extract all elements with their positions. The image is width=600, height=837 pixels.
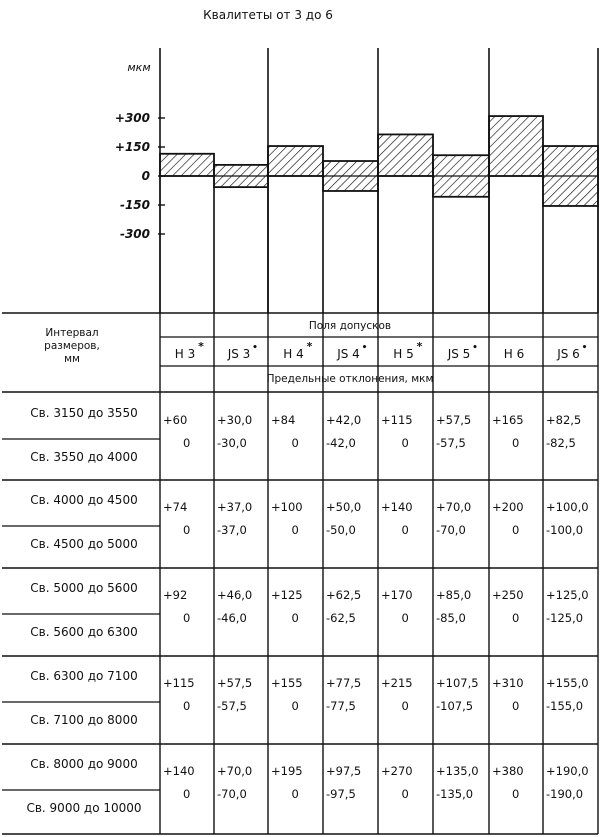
interval-header-line: Интервал [45,327,99,339]
column-header-1 [175,340,204,361]
upper-deviation: +190,0 [546,764,589,778]
lower-deviation: 0 [512,611,520,625]
lower-deviation: 0 [183,611,191,625]
upper-deviation: +82,5 [546,413,582,427]
lower-deviation: 0 [291,787,299,801]
column-header-8 [556,343,587,361]
upper-deviation: +215 [381,676,413,690]
lower-deviation: -155,0 [546,699,584,713]
column-name: H 4 [283,347,304,361]
lower-deviation: 0 [183,436,191,450]
column-name: JS 5 [447,347,471,361]
tolerance-bar-3 [268,146,323,176]
column-mark: * [306,340,313,353]
interval-label: Св. 8000 до 9000 [30,757,138,771]
lower-deviation: -46,0 [217,611,247,625]
interval-label: Св. 6300 до 7100 [30,669,138,683]
lower-deviation: -100,0 [546,523,584,537]
upper-deviation: +37,0 [217,500,253,514]
column-mark: • [472,343,478,353]
y-tick-label: +300 [114,111,150,125]
lower-deviation: -70,0 [217,787,247,801]
upper-deviation: +310 [492,676,524,690]
column-name: JS 3 [227,347,251,361]
column-name: H 6 [503,347,525,361]
y-tick-label: -150 [119,198,150,212]
upper-deviation: +42,0 [326,413,362,427]
lower-deviation: 0 [512,523,520,537]
lower-deviation: 0 [291,523,299,537]
column-header-2 [227,343,258,361]
lower-deviation: 0 [401,787,409,801]
interval-header-line: размеров, [44,340,100,352]
upper-deviation: +140 [381,500,413,514]
interval-label: Св. 4500 до 5000 [30,537,138,551]
lower-deviation: 0 [401,436,409,450]
column-mark: • [581,343,588,353]
lower-deviation: -42,0 [326,436,356,450]
upper-deviation: +155 [271,676,303,690]
upper-deviation: +97,5 [326,764,362,778]
upper-deviation: +270 [381,764,413,778]
lower-deviation: -107,5 [436,699,474,713]
upper-deviation: +77,5 [326,676,362,690]
deviations-table [2,313,598,834]
column-mark: • [361,343,368,353]
upper-deviation: +100 [271,500,303,514]
column-name: H 5 [393,347,414,361]
lower-deviation: 0 [401,611,409,625]
column-name: JS 4 [337,347,360,361]
lower-deviation: -77,5 [326,699,356,713]
upper-deviation: +140 [163,764,195,778]
tolerance-bar-4 [323,161,378,191]
upper-deviation: +60 [163,413,188,427]
upper-deviation: +57,5 [436,413,472,427]
interval-label: Св. 3150 до 3550 [30,406,138,420]
lower-deviation: 0 [291,699,299,713]
lower-deviation: -125,0 [546,611,584,625]
upper-deviation: +250 [492,588,524,602]
upper-deviation: +84 [271,413,296,427]
upper-deviation: +62,5 [326,588,362,602]
lower-deviation: 0 [183,787,191,801]
tolerance-bar-1 [160,154,214,176]
column-mark: • [252,343,258,353]
y-tick-label: 0 [141,169,150,183]
tolerance-bar-8 [543,146,598,206]
column-mark: * [198,340,204,353]
upper-deviation: +165 [492,413,524,427]
interval-label: Св. 9000 до 10000 [26,801,142,815]
column-header-5 [393,340,422,361]
upper-deviation: +57,5 [217,676,253,690]
upper-deviation: +30,0 [217,413,253,427]
upper-deviation: +50,0 [326,500,362,514]
lower-deviation: 0 [401,523,409,537]
lower-deviation: -97,5 [326,787,356,801]
lower-deviation: -57,5 [436,436,466,450]
upper-deviation: +107,5 [436,676,479,690]
lower-deviation: -50,0 [326,523,356,537]
lower-deviation: 0 [512,436,520,450]
y-axis-ticks [115,111,165,241]
column-header-6 [447,343,478,361]
upper-deviation: +125 [271,588,303,602]
tolerance-bar-7 [489,116,543,176]
deviations-header: Предельные отклонения, мкм [266,373,434,385]
tolerance-fields [160,116,598,313]
lower-deviation: -30,0 [217,436,247,450]
upper-deviation: +70,0 [436,500,472,514]
upper-deviation: +115 [381,413,413,427]
upper-deviation: +74 [163,500,188,514]
upper-deviation: +70,0 [217,764,253,778]
column-header-4 [336,343,367,361]
upper-deviation: +125,0 [546,588,589,602]
interval-label: Св. 5600 до 6300 [30,625,138,639]
column-mark: * [416,340,423,353]
chart-unit-label: мкм [127,61,151,74]
upper-deviation: +155,0 [546,676,589,690]
lower-deviation: 0 [291,436,299,450]
fields-header: Поля допусков [308,320,392,332]
upper-deviation: +135,0 [436,764,479,778]
lower-deviation: 0 [512,699,520,713]
lower-deviation: -70,0 [436,523,466,537]
y-tick-label: +150 [114,140,150,154]
lower-deviation: 0 [291,611,299,625]
lower-deviation: -37,0 [217,523,247,537]
tolerance-bar-2 [214,165,268,187]
upper-deviation: +200 [492,500,524,514]
lower-deviation: 0 [512,787,520,801]
column-header-3 [283,340,312,361]
upper-deviation: +115 [163,676,195,690]
upper-deviation: +92 [163,588,188,602]
upper-deviation: +195 [271,764,303,778]
upper-deviation: +85,0 [436,588,472,602]
lower-deviation: 0 [183,523,191,537]
upper-deviation: +100,0 [546,500,589,514]
tolerance-bar-5 [378,134,433,176]
y-tick-label: -300 [119,227,150,241]
upper-deviation: +380 [492,764,524,778]
lower-deviation: -82,5 [546,436,576,450]
lower-deviation: -62,5 [326,611,356,625]
lower-deviation: -57,5 [217,699,247,713]
column-header-7 [504,347,524,361]
lower-deviation: 0 [401,699,409,713]
interval-label: Св. 5000 до 5600 [30,581,138,595]
upper-deviation: +46,0 [217,588,253,602]
tolerance-bar-6 [433,155,489,197]
upper-deviation: +170 [381,588,413,602]
lower-deviation: 0 [183,699,191,713]
interval-label: Св. 4000 до 4500 [30,493,138,507]
lower-deviation: -85,0 [436,611,466,625]
column-name: JS 6 [557,347,580,361]
interval-label: Св. 3550 до 4000 [30,450,138,464]
tolerance-chart [115,48,598,313]
lower-deviation: -190,0 [546,787,584,801]
page-title: Квалитеты от 3 до 6 [203,8,333,22]
interval-header-line: мм [64,353,80,365]
lower-deviation: -135,0 [436,787,474,801]
interval-label: Св. 7100 до 8000 [30,713,138,727]
column-name: H 3 [174,347,196,361]
